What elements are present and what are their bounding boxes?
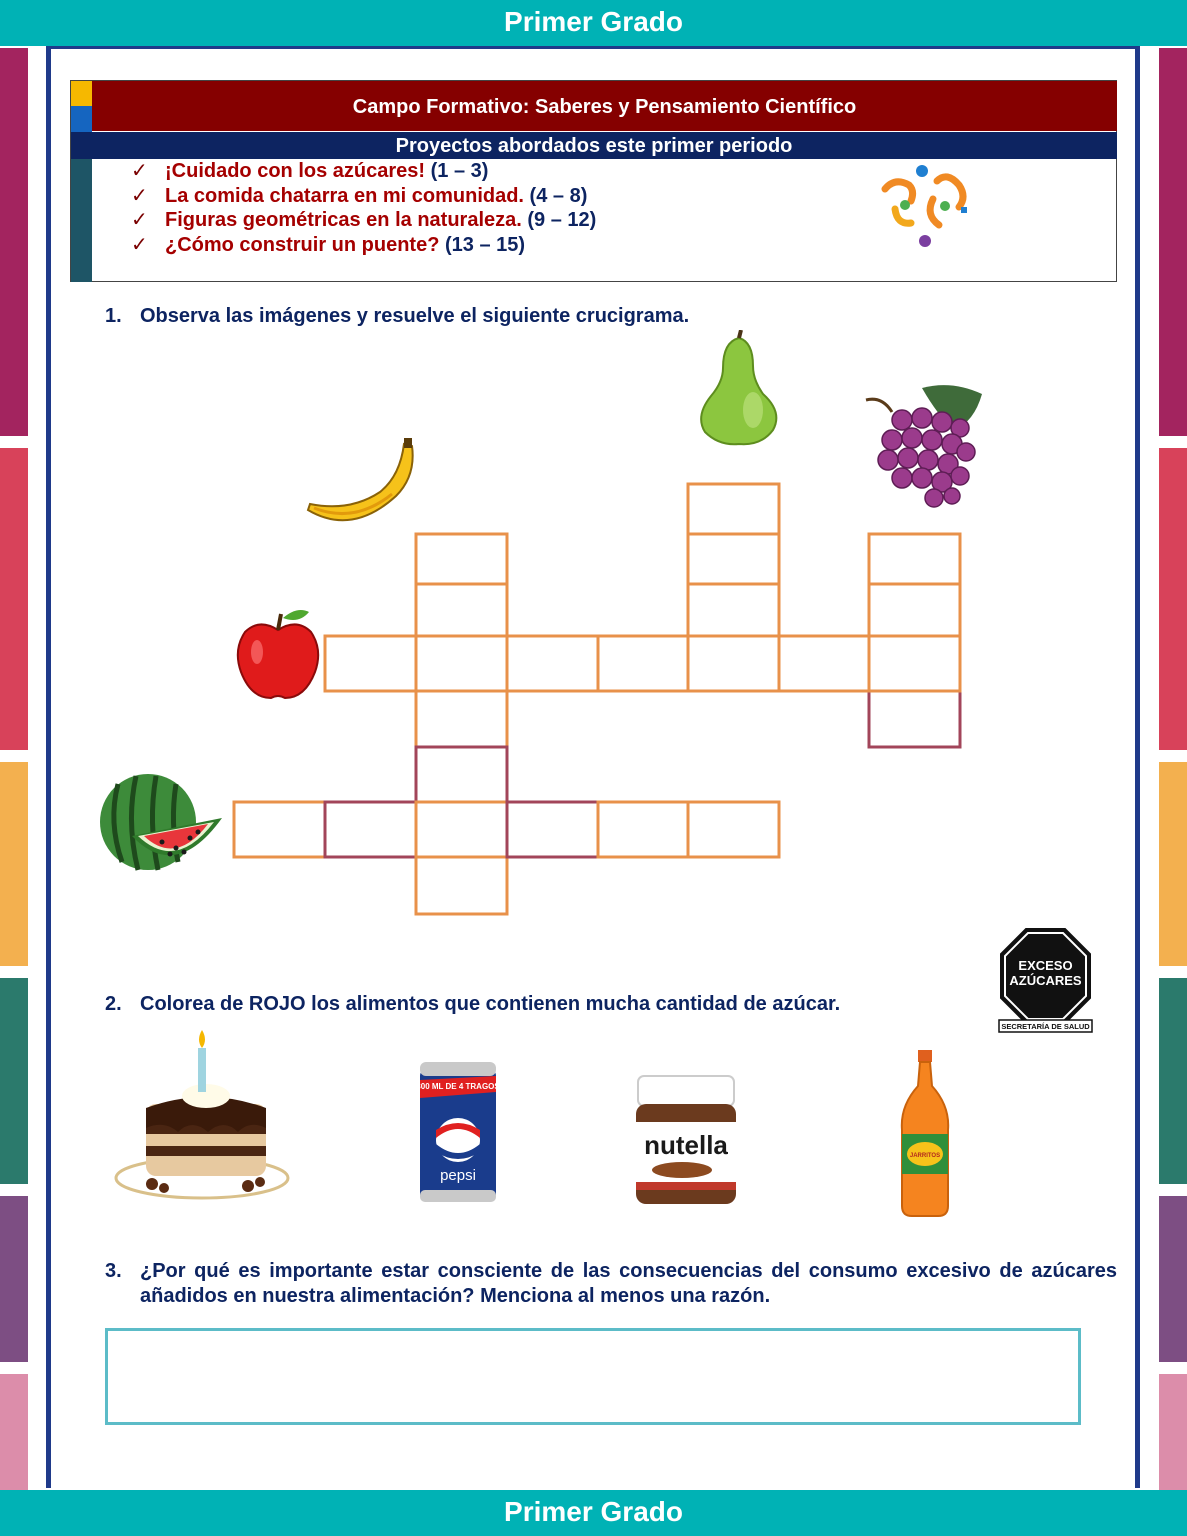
grade-footer-text: Primer Grado (504, 1496, 683, 1527)
crossword-cell[interactable] (416, 691, 507, 747)
crossword-cell[interactable] (416, 636, 507, 691)
crossword-cell[interactable] (416, 747, 507, 802)
crossword-cell[interactable] (869, 636, 960, 691)
grade-footer-band (0, 1490, 1187, 1536)
crossword-grid (226, 476, 971, 922)
left-color-stripes (0, 46, 28, 1490)
crossword-cell[interactable] (688, 636, 779, 691)
crossword-cell[interactable] (507, 802, 598, 857)
can-promo-text: ¡300 ML DE 4 TRAGOS! (414, 1082, 503, 1091)
project-item: ✓ ¡Cuidado con los azúcares! (1 – 3) (131, 160, 489, 182)
crossword-cell[interactable] (325, 636, 416, 691)
subject-header (70, 80, 1117, 282)
question-2: 2. Colorea de ROJO los alimentos que contienen mucha cantidad de azúcar. (105, 993, 841, 1015)
exceso-azucares-seal (998, 926, 1093, 1034)
question-3: 3. ¿Por qué es importante estar consciente de las consecuencias del consumo excesivo de azúcares añadidos en nuestra alimentación? Menciona al menos una razón. (105, 1260, 1117, 1307)
crossword-cell[interactable] (598, 802, 688, 857)
cake-image[interactable] (112, 1028, 294, 1214)
orange-soda-bottle-image[interactable] (896, 1050, 954, 1218)
crossword-cell[interactable] (869, 691, 960, 747)
projects-list (131, 159, 596, 257)
grade-header-text: Primer Grado (504, 6, 683, 37)
science-logo-icon (875, 159, 970, 254)
seal-footer: SECRETARÍA DE SALUD (1001, 1022, 1090, 1031)
grade-header-band (0, 0, 1187, 46)
crossword-cell[interactable] (688, 534, 779, 584)
project-item: ✓ La comida chatarra en mi comunidad. (4 – 8) (131, 184, 588, 207)
soda-can-image[interactable] (414, 1058, 504, 1208)
crossword-cell[interactable] (416, 534, 507, 584)
crossword-cell[interactable] (325, 802, 416, 857)
campo-formativo-title: Campo Formativo: Saberes y Pensamiento Científico (92, 81, 1117, 131)
right-color-stripes (1159, 46, 1187, 1490)
check-icon: ✓ (131, 233, 148, 256)
crossword-cell[interactable] (598, 636, 688, 691)
bottle-brand: JARRITOS (909, 1153, 941, 1159)
crossword-cell[interactable] (416, 857, 507, 914)
crossword-cell[interactable] (688, 584, 779, 636)
check-icon: ✓ (131, 160, 148, 182)
crossword-cell[interactable] (869, 534, 960, 584)
jar-brand: nutella (644, 1130, 728, 1160)
crossword-cell[interactable] (507, 636, 598, 691)
crossword-cell[interactable] (779, 636, 869, 691)
crossword-cell[interactable] (688, 802, 779, 857)
crossword-cell[interactable] (688, 484, 779, 534)
pear-image (693, 330, 785, 446)
nutella-jar-image[interactable] (632, 1072, 740, 1208)
project-item: ✓ ¿Cómo construir un puente? (13 – 15) (131, 233, 526, 256)
project-item: ✓ Figuras geométricas en la naturaleza. (9 – 12) (131, 209, 597, 231)
watermelon-image (98, 770, 224, 878)
seal-line-1: EXCESO (1018, 958, 1073, 973)
seal-line-2: AZÚCARES (1009, 973, 1082, 988)
projects-heading: Proyectos abordados este primer periodo (71, 132, 1117, 159)
crossword-cell[interactable] (416, 802, 507, 857)
check-icon: ✓ (131, 209, 148, 231)
can-brand: pepsi (440, 1167, 476, 1184)
crossword-cell[interactable] (416, 584, 507, 636)
answer-box[interactable] (105, 1328, 1081, 1425)
question-1: 1. Observa las imágenes y resuelve el siguiente crucigrama. (105, 305, 690, 327)
crossword-cell[interactable] (869, 584, 960, 636)
check-icon: ✓ (131, 184, 148, 207)
crossword-cell[interactable] (234, 802, 325, 857)
